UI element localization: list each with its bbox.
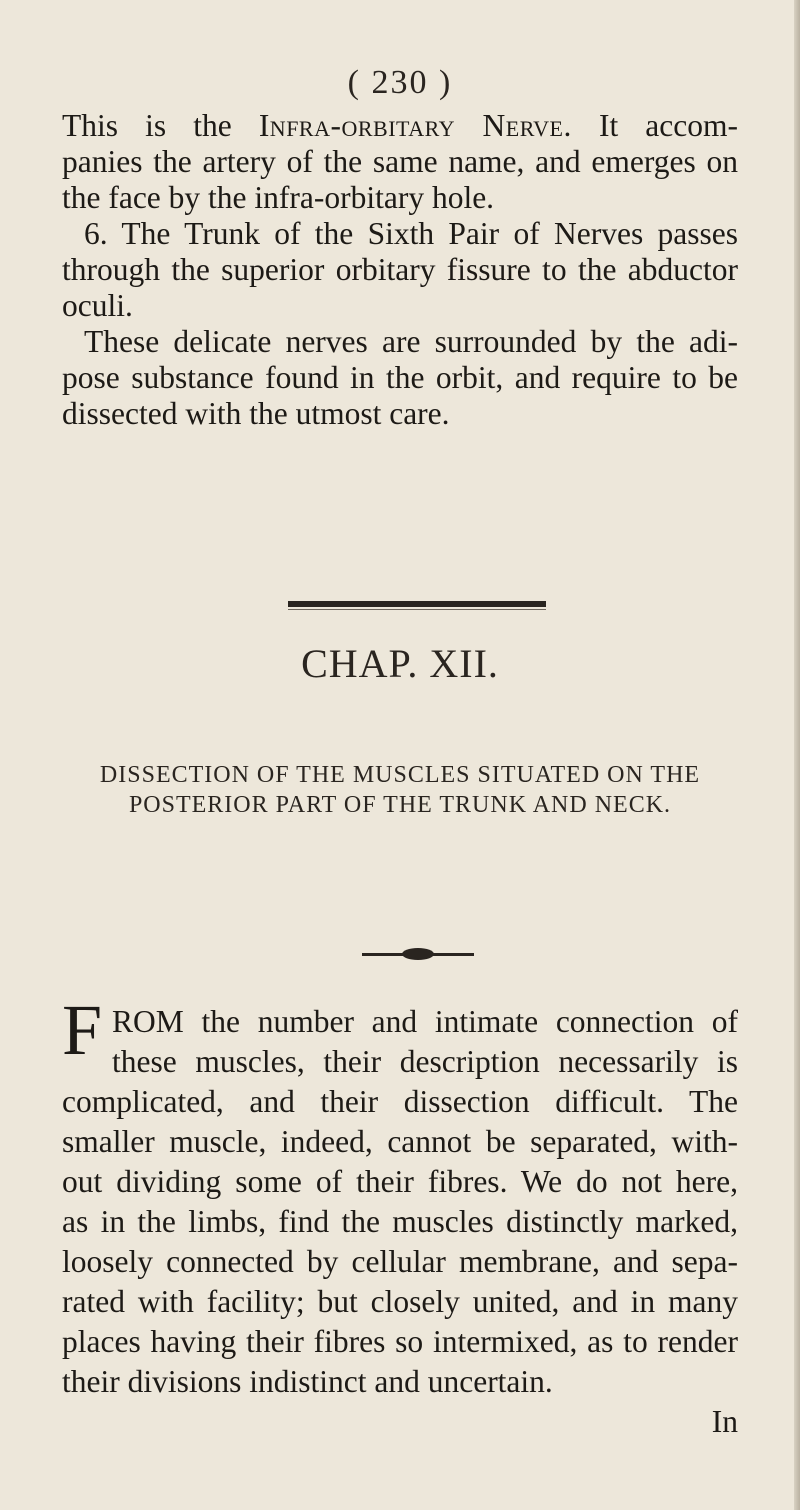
- text-line: through the superior orbitary fissure to the abductor: [62, 252, 738, 287]
- text-line: ROM the number and intimate connection of: [112, 1004, 738, 1039]
- nerve-name-smallcaps: Infra-orbitary Nerve.: [258, 108, 572, 143]
- text-line: panies the artery of the same name, and emerges on: [62, 144, 738, 179]
- page-edge: [794, 0, 800, 1510]
- text-line: pose substance found in the orbit, and require to be: [62, 360, 738, 395]
- chapter-rule: [288, 601, 546, 607]
- text-line: out dividing some of their fibres. We do not here,: [62, 1164, 738, 1199]
- text-line: complicated, and their dissection difficult. The: [62, 1084, 738, 1119]
- text-line: these muscles, their description necessarily is: [112, 1044, 738, 1079]
- chapter-subtitle-line: POSTERIOR PART OF THE TRUNK AND NECK.: [128, 792, 672, 818]
- text-line: dissected with the utmost care.: [62, 396, 450, 431]
- drop-cap: F: [62, 990, 103, 1070]
- text-line: their divisions indistinct and uncertain.: [62, 1364, 553, 1399]
- text-line: loosely connected by cellular membrane, and sepa-: [62, 1244, 738, 1279]
- text-line: as in the limbs, find the muscles distinctly marked,: [62, 1204, 738, 1239]
- chapter-subtitle-line: DISSECTION OF THE MUSCLES SITUATED ON THE: [99, 762, 701, 788]
- text-line: rated with facility; but closely united, and in many: [62, 1284, 738, 1319]
- text-line: the face by the infra-orbitary hole.: [62, 180, 495, 215]
- text-run: It accom-: [571, 108, 738, 143]
- text-line: [62, 108, 738, 144]
- chapter-rule-thin: [288, 609, 546, 610]
- text-line: These delicate nerves are surrounded by the adi-: [84, 324, 738, 359]
- text-line: oculi.: [62, 288, 133, 323]
- catchword: In: [711, 1404, 738, 1439]
- text-line: places having their fibres so intermixed, as to render: [62, 1324, 738, 1359]
- text-line: smaller muscle, indeed, cannot be separated, with-: [62, 1124, 738, 1159]
- page-number: ( 230 ): [347, 64, 453, 101]
- chapter-heading: CHAP. XII.: [301, 641, 499, 686]
- text-line: 6. The Trunk of the Sixth Pair of Nerves passes: [84, 216, 738, 251]
- text-run: This is the: [62, 108, 259, 143]
- section-ornament-center: [402, 948, 434, 960]
